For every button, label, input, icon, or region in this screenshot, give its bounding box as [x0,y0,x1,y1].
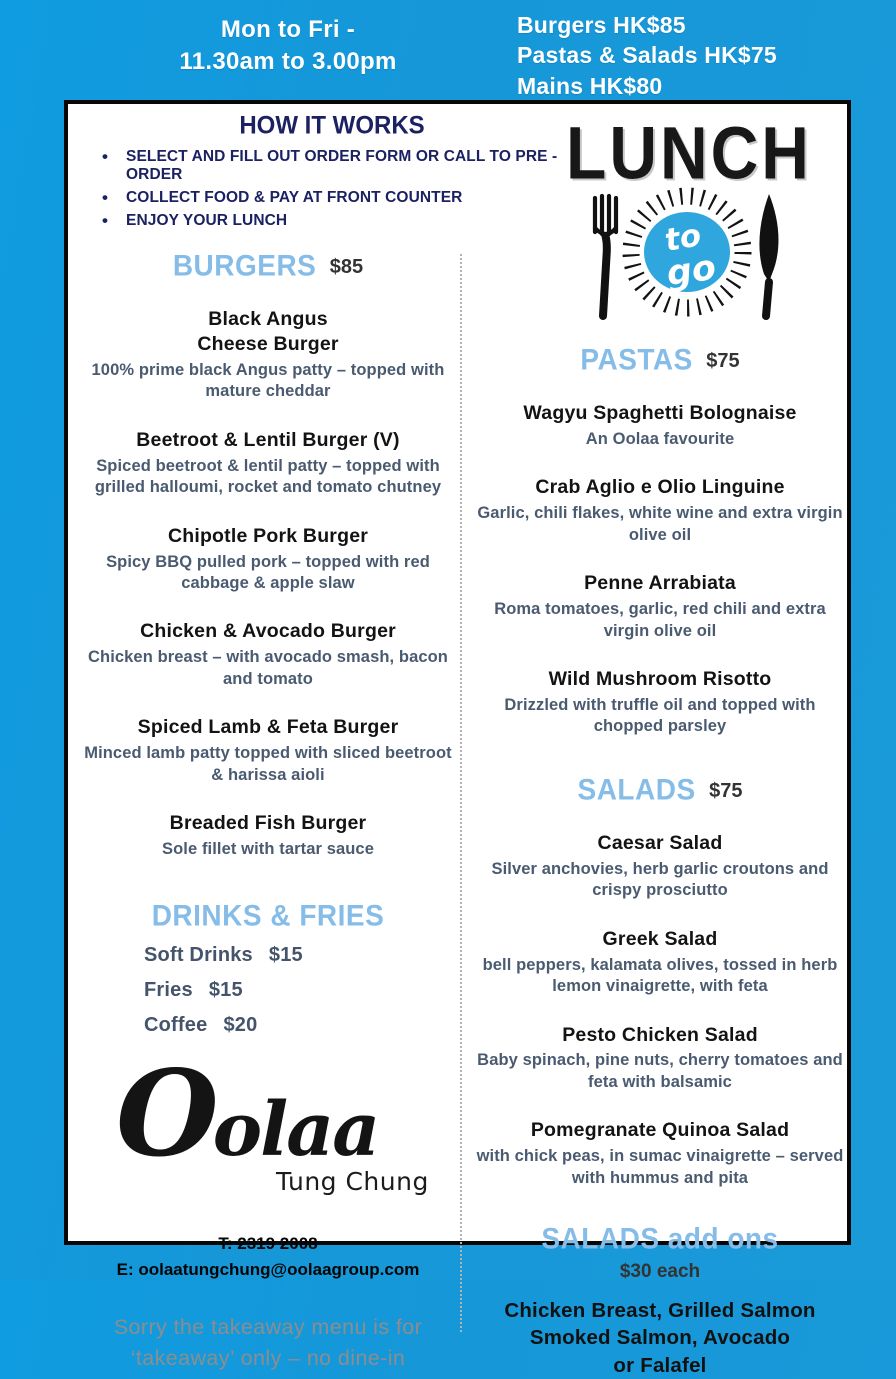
drink-price: $15 [268,944,303,967]
menu-item-name: Wagyu Spaghetti Bolognaise [523,402,797,424]
menu-item-desc: with chick peas, in sumac vinaigrette – served with hummus and pita [476,1147,844,1187]
opening-hours-line2: 11.30am to 3.00pm [179,48,397,76]
oolaa-logo-rest: olaa [212,1087,379,1174]
knife-icon [759,194,778,316]
menu-item-name: Breaded Fish Burger [169,812,367,835]
menu-item-name-line: Black Angus [208,308,328,330]
menu-item-desc: Sole fillet with tartar sauce [162,840,374,859]
contact-phone: T: 2319 2008 [218,1234,318,1254]
how-it-works-list [82,148,582,230]
oolaa-logo-initial: O [116,1044,213,1184]
header-price-list [517,10,777,101]
how-it-works-step-2: • COLLECT FOOD & PAY AT FRONT COUNTER [82,189,582,207]
opening-hours-line1: Mon to Fri - [220,16,356,43]
left-column [76,250,460,1373]
menu-item-greek-salad [476,927,844,998]
menu-item-desc: Baby spinach, pine nuts, cherry tomatoes and feta with balsamic [477,1051,843,1091]
togo-badge-word-go: go [664,247,719,295]
drink-row-soft-drinks [144,944,460,967]
drink-label: Coffee [144,1014,208,1037]
menu-item-caesar-salad [476,831,844,902]
menu-item-desc: 100% prime black Angus patty – topped with mature cheddar [91,360,445,401]
salads-addons-section [470,1223,850,1379]
takeaway-footnote-line2: ‘takeaway’ only – no dine-in [130,1345,406,1370]
menu-item-wild-mushroom-risotto [476,667,844,738]
menu-item-breaded-fish [82,811,454,860]
menu-item-name: Beetroot & Lentil Burger (V) [136,428,400,451]
header-price-pastas-salads: Pastas & Salads HK$75 [517,42,777,69]
menu-item-desc: Garlic, chili flakes, white wine and extra virgin olive oil [477,504,843,544]
menu-item-desc: Spiced beetroot & lentil patty – topped with grilled halloumi, rocket and tomato chutney [94,456,442,497]
menu-item-chicken-avocado [82,619,454,690]
menu-item-desc: Roma tomatoes, garlic, red chili and extra virgin olive oil [494,600,826,640]
salads-addons-line1: Chicken Breast, Grilled Salmon [504,1299,816,1323]
salads-addons-title: SALADS add ons [541,1222,779,1255]
pastas-header [470,344,850,376]
opening-hours [118,14,458,79]
right-column [470,344,850,1379]
pastas-title: PASTAS [580,343,693,376]
menu-item-desc: Minced lamb patty topped with sliced beetroot & harissa aioli [84,744,452,784]
menu-item-crab-aglio [476,475,844,546]
how-it-works-step-1: • SELECT AND FILL OUT ORDER FORM OR CALL TO PRE - ORDER [82,148,582,184]
fork-icon [595,196,616,316]
salads-header [470,774,850,806]
drinks-fries-section [76,900,460,1037]
menu-item-name: Caesar Salad [597,831,723,854]
menu-item-chipotle-pork [82,524,454,595]
drink-row-coffee [144,1014,460,1037]
menu-item-desc: bell peppers, kalamata olives, tossed in herb lemon vinaigrette, with feta [482,955,838,996]
menu-item-pesto-chicken-salad [476,1023,844,1094]
menu-item-desc: Chicken breast – with avocado smash, bacon and tomato [88,648,448,688]
salads-addons-price-note: $30 each [619,1261,701,1283]
menu-item-spiced-lamb-feta [82,715,454,786]
lunch-logo-title: LUNCH [566,111,812,194]
menu-item-name-line: Cheese Burger [197,332,339,355]
burgers-section [76,250,460,860]
menu-item-name: Penne Arrabiata [584,572,736,595]
drink-label: Fries [144,979,193,1002]
salads-addons-line2: Smoked Salmon, Avocado [529,1326,791,1350]
menu-item-name: Pesto Chicken Salad [562,1023,758,1046]
how-it-works-section [82,112,582,235]
menu-item-desc: Drizzled with truffle oil and topped with chopped parsley [504,696,816,736]
menu-item-desc: Silver anchovies, herb garlic croutons and crispy prosciutto [491,859,829,900]
how-it-works-title: HOW IT WORKS [239,111,425,140]
menu-item-black-angus [82,307,454,403]
menu-item-name: Pomegranate Quinoa Salad [530,1119,790,1142]
salads-title: SALADS [577,773,696,806]
drinks-fries-title: DRINKS & FRIES [151,899,385,933]
oolaa-logo [76,1044,460,1215]
oolaa-logo-script [116,1044,379,1184]
menu-item-desc: An Oolaa favourite [585,429,735,448]
menu-item-name: Wild Mushroom Risotto [548,668,772,691]
drink-row-fries [144,979,460,1002]
menu-item-name: Chicken & Avocado Burger [140,620,396,643]
drink-price: $20 [223,1014,258,1037]
oolaa-location: Tung Chung [276,1167,429,1197]
burgers-title: BURGERS [172,249,317,282]
menu-item-name: Spiced Lamb & Feta Burger [137,716,399,739]
togo-badge-word-to: to [662,217,704,259]
salads-price: $75 [709,779,743,802]
burgers-price: $85 [329,256,364,278]
header-price-mains: Mains HK$80 [517,72,663,99]
pastas-section [470,344,850,738]
menu-item-name: Crab Aglio e Olio Linguine [535,476,785,499]
menu-item-wagyu-spaghetti [476,401,844,450]
takeaway-footnote-line1: Sorry the takeaway menu is for [113,1315,423,1340]
menu-item-name [82,307,454,357]
salads-addons-line3: or Falafel [613,1353,707,1377]
salads-addons-options [470,1297,850,1379]
menu-item-beetroot-lentil [82,428,454,499]
menu-item-name: Chipotle Pork Burger [167,524,369,547]
menu-item-name: Greek Salad [602,927,718,950]
takeaway-footnote [76,1312,460,1372]
column-divider [460,254,462,1332]
menu-item-pomegranate-quinoa [476,1118,844,1189]
drink-price: $15 [208,979,243,1002]
lunch-logo-art [566,184,810,331]
header-price-burgers: Burgers HK$85 [517,12,686,38]
burgers-header [76,250,460,282]
menu-card [64,100,851,1377]
how-it-works-step-3: • ENJOY YOUR LUNCH [82,212,582,230]
pastas-price: $75 [706,350,740,372]
salads-section [470,774,850,1189]
drink-label: Soft Drinks [144,944,253,967]
menu-item-desc: Spicy BBQ pulled pork – topped with red cabbage & apple slaw [106,552,430,592]
contact-email: E: oolaatungchung@oolaagroup.com [116,1259,420,1279]
menu-item-penne-arrabiata [476,571,844,642]
lunch-to-go-logo [566,104,810,331]
contact-block [76,1231,460,1282]
